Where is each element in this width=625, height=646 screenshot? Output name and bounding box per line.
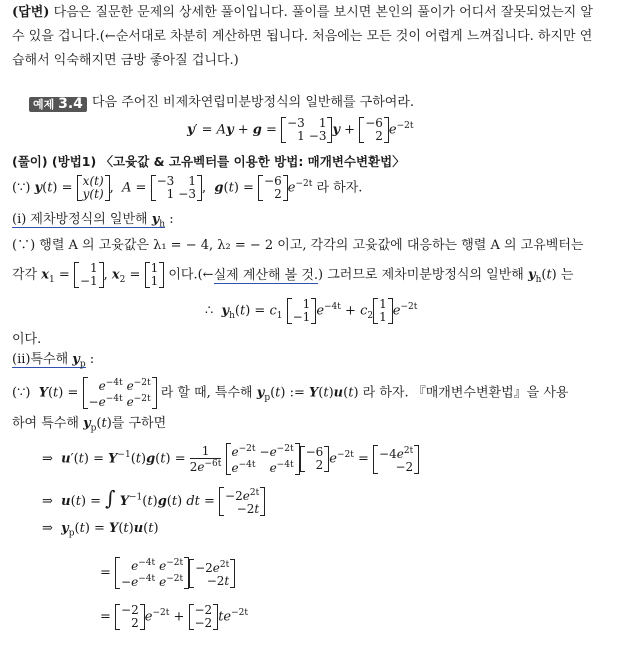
particular-intro: 하여 특수해 $y_p(t)$를 구하면 [12, 416, 167, 434]
fundamental-matrix: (∵) Y(t) = $e^{-4t}$ $e^{-2t}$ $-e^{-4t}$ $e^{-2t}$ 라 할 때, 특수해 $y_p(t)$ := Y(t)u(t) 라 하자. 『매개변수변환법』을 사용 [12, 378, 569, 409]
intro-line-2: 수 있을 겁니다.(←순서대로 차분히 계산하면 됩니다. 처음에는 모든 것이 어렵게 느껴집니다. 하지만 연 [12, 29, 593, 44]
verify-note: 실제 계산해 볼 것. [213, 267, 319, 283]
ida-text: 이다. [12, 332, 42, 347]
solution-heading: (풀이) (방법1) 〈고윳값 & 고유벡터를 이용한 방법: 매개변수변환법〉 [12, 154, 405, 169]
part-i-heading: (i) 제차방정식의 일반해 $y_h$ : [12, 212, 174, 230]
example-badge: 예제 3.4 [29, 93, 87, 112]
eigen-text-2: 각각 $x_1$ = 1 −1 , $x_2$ = 1 1 이다.(←실제 계산해 볼 것.) 그러므로 제차미분방정식의 일반해 $y_h(t)$ 는 [12, 261, 574, 288]
answer-label: (답변) [12, 5, 50, 20]
eigen-text-1: (∵) 행렬 A 의 고윳값은 λ₁ = − 4, λ₂ = − 2 이고, 각각의 고윳값에 대응하는 행렬 A 의 고유벡터는 [12, 238, 584, 253]
example-statement: 다음 주어진 비제차연립미분방정식의 일반해를 구하여라. [92, 95, 415, 110]
system-equation: y′ = Ay + g = −3 1 1 −3 y + −6 2 $e^{-2t}$ [187, 116, 414, 143]
let-definitions: (∵) y(t) = x(t) y(t) , A = −3 1 1 −3 , g(t) = −6 2 $e^{-2t}$ 라 하자. [12, 174, 363, 201]
intro-line-1: (답변) 다음은 질문한 문제의 상세한 풀이입니다. 풀이를 보시면 본인의 풀이가 어디서 잘못되었는지 알 [12, 5, 593, 20]
step-u: ⇒ u(t) = ∫ $Y^{-1}(t)g(t)$ dt = $-2e^{2t}$ −2t [42, 486, 265, 516]
step-result: = −2 2 $e^{-2t}$ + −2 −2 $te^{-2t}$ [100, 603, 249, 630]
intro-line-3: 습해서 익숙해지면 금방 좋아질 겁니다.) [12, 53, 239, 68]
step-yp: ⇒ $y_p(t) = Y(t)u(t)$ [42, 521, 159, 539]
part-ii-heading: (ii)특수해 $y_p$ : [12, 352, 95, 370]
step-product: = $e^{-4t}$ $e^{-2t}$ $-e^{-4t}$ $e^{-2t}$ $-2e^{2t}$ −2t [100, 557, 235, 589]
homogeneous-solution: ∴ $y_h(t) = c_1$ 1 −1 $e^{-4t} + c_2$ 1 1 $e^{-2t}$ [205, 297, 418, 324]
step-u-prime: ⇒ $u'(t) = Y^{-1}(t)g(t)$ = $\frac{1}{2e^{-6t}}$ $e^{-2t}$ $-e^{-2t}$ $e^{-4t}$ $e^{-4t}$ −6 2 $e^{-2t}$ = $-4e^{2t}$ −2 [42, 443, 419, 475]
